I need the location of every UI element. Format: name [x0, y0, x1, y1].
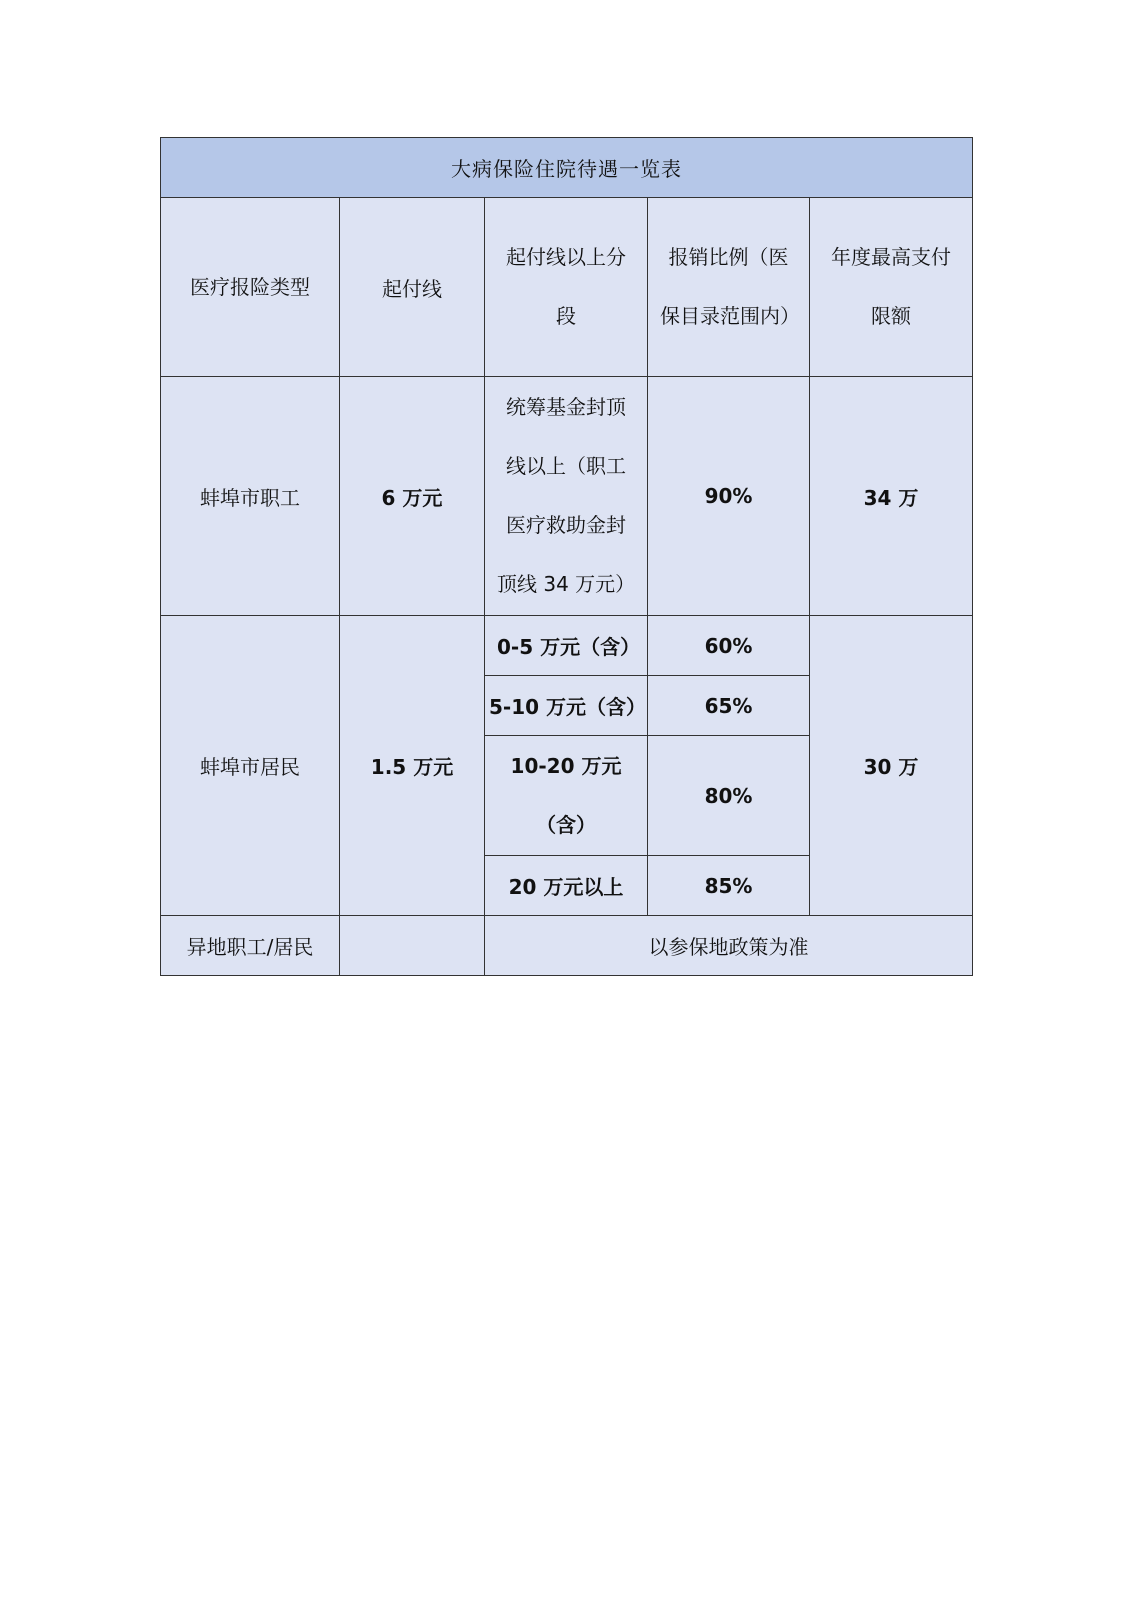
resident-tier-ratio: 65% — [648, 676, 810, 736]
resident-tier-segment: 20 万元以上 — [485, 856, 648, 916]
resident-row — [161, 616, 973, 676]
resident-tier-segment: 10-20 万元（含） — [485, 736, 648, 856]
employee-ratio: 90% — [648, 377, 810, 616]
resident-type: 蚌埠市居民 — [161, 616, 340, 916]
offsite-deductible — [340, 916, 485, 976]
benefits-table — [160, 137, 973, 976]
header-row — [161, 198, 973, 377]
header-ratio: 报销比例（医保目录范围内） — [648, 198, 810, 377]
resident-tier-segment: 0-5 万元（含） — [485, 616, 648, 676]
header-insurance-type: 医疗报险类型 — [161, 198, 340, 377]
table-title: 大病保险住院待遇一览表 — [161, 138, 973, 198]
resident-tier-ratio: 80% — [648, 736, 810, 856]
employee-segment: 统筹基金封顶线以上（职工医疗救助金封顶线 34 万元） — [485, 377, 648, 616]
header-deductible: 起付线 — [340, 198, 485, 377]
resident-tier-ratio: 60% — [648, 616, 810, 676]
resident-deductible: 1.5 万元 — [340, 616, 485, 916]
employee-deductible: 6 万元 — [340, 377, 485, 616]
employee-annual-max: 34 万 — [810, 377, 973, 616]
resident-tier-segment: 5-10 万元（含） — [485, 676, 648, 736]
resident-tier-ratio: 85% — [648, 856, 810, 916]
offsite-type: 异地职工/居民 — [161, 916, 340, 976]
title-row — [161, 138, 973, 198]
employee-type: 蚌埠市职工 — [161, 377, 340, 616]
header-annual-max: 年度最高支付限额 — [810, 198, 973, 377]
offsite-row — [161, 916, 973, 976]
resident-annual-max: 30 万 — [810, 616, 973, 916]
offsite-policy: 以参保地政策为准 — [485, 916, 973, 976]
employee-row — [161, 377, 973, 616]
header-segment: 起付线以上分段 — [485, 198, 648, 377]
